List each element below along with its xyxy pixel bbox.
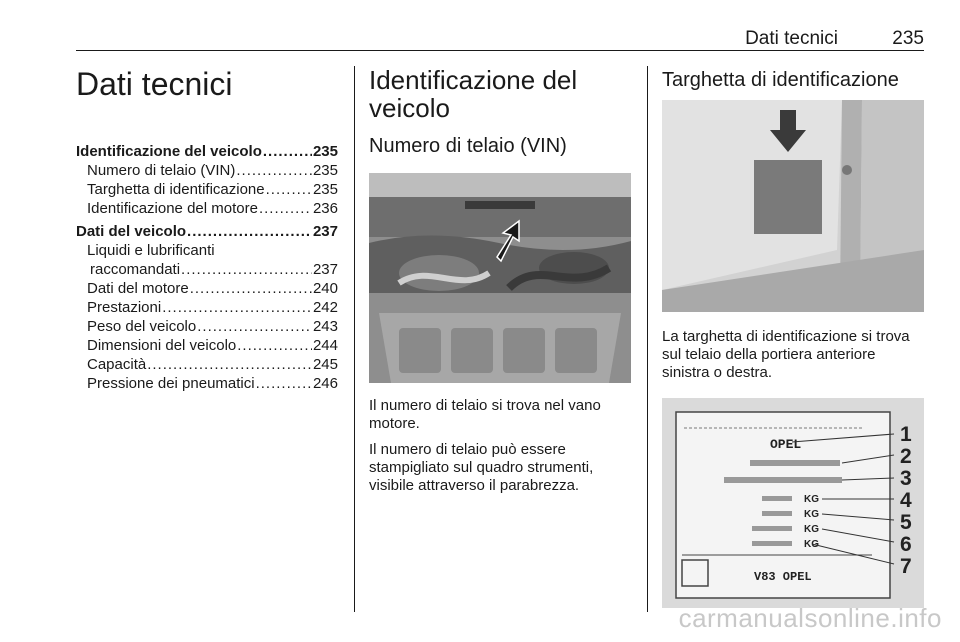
toc-entry-label: Identificazione del veicolo — [76, 143, 262, 160]
toc-entry-label: Capacità — [87, 356, 147, 373]
callout-7: 7 — [900, 555, 912, 578]
plate-brand: OPEL — [770, 437, 802, 452]
toc-leader-dots — [236, 161, 312, 180]
toc-entry-page: 244 — [312, 337, 338, 354]
plate-column — [662, 66, 924, 608]
toc-entry-page: 245 — [312, 356, 338, 373]
toc-entry-page: 237 — [312, 261, 338, 278]
toc-entry[interactable] — [76, 298, 338, 317]
toc-entry-label: raccomandati — [90, 261, 181, 278]
toc-entry-page: 235 — [312, 181, 338, 198]
callout-6: 6 — [900, 533, 912, 556]
toc-entry[interactable] — [76, 199, 338, 218]
callout-3: 3 — [900, 467, 912, 490]
plate-kg-1: KG — [804, 494, 819, 505]
door-frame-photo — [662, 100, 924, 312]
toc-entry-page: 235 — [312, 143, 338, 160]
callout-4: 4 — [900, 489, 912, 512]
vin-paragraph-1: Il numero di telaio si trova nel vano motore. — [369, 397, 601, 432]
toc-leader-dots — [187, 222, 312, 241]
toc-entry-label: Dimensioni del veicolo — [87, 337, 237, 354]
toc-entry-page: 240 — [312, 280, 338, 297]
toc-leader-dots — [197, 317, 312, 336]
toc-entry-label: Numero di telaio (VIN) — [87, 162, 236, 179]
toc-entry-label: Identificazione del motore — [87, 200, 258, 217]
engine-bay-photo — [369, 173, 631, 383]
toc-entry[interactable] — [76, 317, 338, 336]
toc-entry[interactable] — [76, 142, 338, 161]
watermark: carmanualsonline.info — [678, 603, 942, 633]
callout-5: 5 — [900, 511, 912, 534]
toc-entry[interactable] — [76, 279, 338, 298]
toc-entry[interactable] — [76, 180, 338, 199]
plate-kg-2: KG — [804, 509, 819, 520]
toc-entry[interactable] — [76, 260, 338, 279]
plate-diagram — [662, 398, 924, 608]
toc-entry[interactable] — [76, 241, 338, 260]
toc-entry-page: 235 — [312, 162, 338, 179]
vin-column — [369, 66, 631, 503]
toc-entry-label: Peso del veicolo — [87, 318, 197, 335]
chapter-title: Dati tecnici — [76, 66, 233, 102]
column-divider-2 — [647, 66, 648, 612]
plate-subtitle: Targhetta di identificazione — [662, 69, 899, 91]
toc-entry-page: 243 — [312, 318, 338, 335]
header-page-number: 235 — [892, 28, 924, 49]
section-title-line2: veicolo — [369, 93, 450, 123]
toc-entry[interactable] — [76, 374, 338, 393]
toc-entry-label: Pressione dei pneumatici — [87, 375, 255, 392]
toc-leader-dots — [263, 142, 312, 161]
toc-entry-label: Dati del motore — [87, 280, 189, 297]
toc-leader-dots — [256, 374, 312, 393]
toc-leader-dots — [162, 298, 312, 317]
toc-leader-dots — [190, 279, 312, 298]
callout-1: 1 — [900, 423, 912, 446]
toc-leader-dots — [181, 260, 312, 279]
vin-paragraph-2: Il numero di telaio può essere stampigliato sul quadro strumenti, visibile attraverso il parabrezza. — [369, 441, 594, 494]
toc-entry-label: Prestazioni — [87, 299, 162, 316]
section-title-line1: Identificazione del — [369, 65, 578, 95]
toc-entry-label: Targhetta di identificazione — [87, 181, 265, 198]
vin-subtitle: Numero di telaio (VIN) — [369, 135, 567, 157]
header-section-title: Dati tecnici — [745, 28, 838, 49]
toc-entry[interactable] — [76, 161, 338, 180]
toc-entry-label: Dati del veicolo — [76, 223, 187, 240]
section-title — [369, 66, 631, 122]
toc-entry-page: 246 — [312, 375, 338, 392]
toc-entry[interactable] — [76, 355, 338, 374]
running-header — [76, 28, 924, 51]
toc-entry-label: Liquidi e lubrificanti — [87, 242, 215, 259]
plate-paragraph: La targhetta di identificazione si trova sul telaio della portiera anteriore sinistra o destra. — [662, 328, 910, 381]
toc-entry-page: 242 — [312, 299, 338, 316]
toc-leader-dots — [259, 199, 312, 218]
column-divider-1 — [354, 66, 355, 612]
toc-entry[interactable] — [76, 222, 338, 241]
contents-column — [76, 66, 338, 393]
table-of-contents — [76, 142, 338, 393]
plate-kg-3: KG — [804, 524, 819, 535]
plate-kg-4: KG — [804, 539, 819, 550]
toc-leader-dots — [237, 336, 312, 355]
toc-leader-dots — [147, 355, 312, 374]
callout-2: 2 — [900, 445, 912, 468]
plate-bottom-text: V83 OPEL — [754, 570, 812, 584]
toc-entry[interactable] — [76, 336, 338, 355]
toc-entry-page: 236 — [312, 200, 338, 217]
toc-entry-page: 237 — [312, 223, 338, 240]
toc-leader-dots — [266, 180, 312, 199]
